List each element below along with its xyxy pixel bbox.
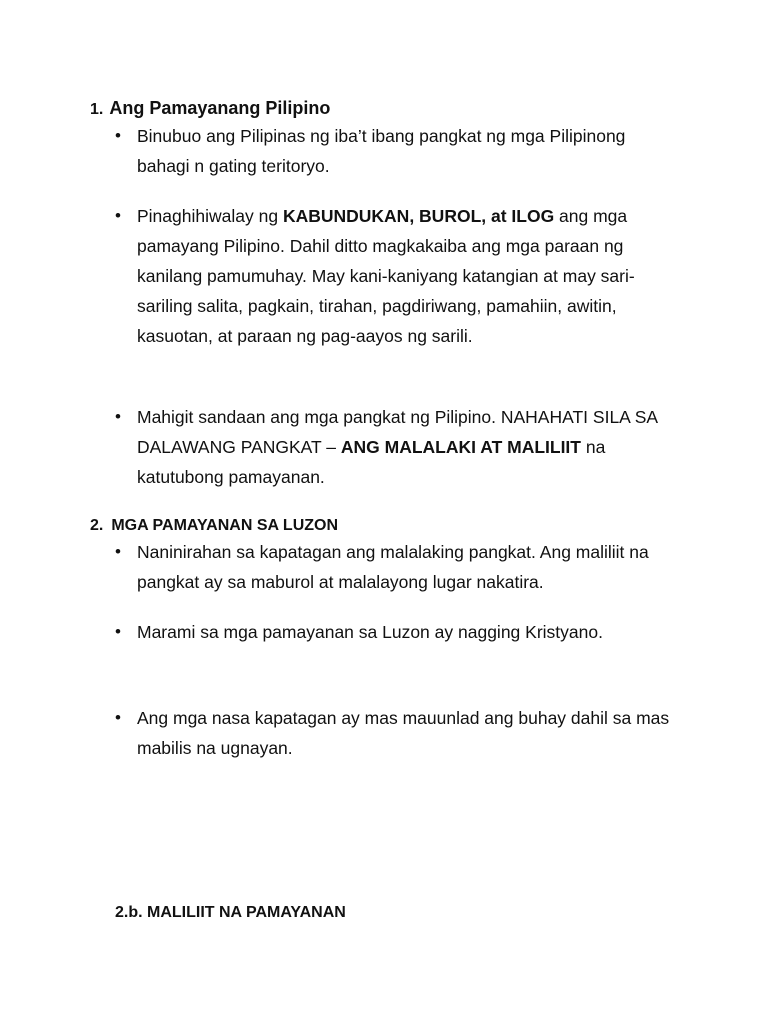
bullet-1-1 bbox=[115, 121, 675, 181]
bullet-2-2 bbox=[115, 617, 675, 647]
bullet-dot: • bbox=[115, 126, 121, 145]
bullet-1-2 bbox=[115, 201, 675, 351]
bullet-text-pre: Pinaghihiwalay ng bbox=[137, 206, 283, 226]
bullet-text-post: na katutubong pamayanan. bbox=[137, 437, 606, 487]
section-1-number: 1. bbox=[90, 101, 104, 118]
section-1-heading bbox=[90, 97, 330, 121]
bullet-text-bold: KABUNDUKAN, BUROL, at ILOG bbox=[282, 206, 555, 226]
section-2b-title: 2.b. MALILIIT NA PAMAYANAN bbox=[115, 904, 346, 921]
bullet-text-pre: Mahigit sandaan ang mga pangkat ng Pilipino. NAHAHATI SILA SA DALAWANG PANGKAT – bbox=[137, 407, 658, 457]
bullet-dot: • bbox=[115, 542, 121, 561]
section-1-title: Ang Pamayanang Pilipino bbox=[109, 98, 331, 118]
bullet-dot: • bbox=[115, 708, 121, 727]
section-2-title: MGA PAMAYANAN SA LUZON bbox=[111, 517, 339, 534]
section-2-number: 2. bbox=[90, 517, 104, 534]
bullet-2-1 bbox=[115, 537, 675, 597]
bullet-text: Marami sa mga pamayanan sa Luzon ay nagging Kristyano. bbox=[137, 622, 603, 642]
bullet-dot: • bbox=[115, 622, 121, 641]
section-2-heading bbox=[90, 515, 338, 537]
bullet-dot: • bbox=[115, 407, 121, 426]
section-2b-heading bbox=[115, 902, 346, 924]
bullet-text: Naninirahan sa kapatagan ang malalaking pangkat. Ang maliliit na pangkat ay sa maburol at malalayong lugar nakatira. bbox=[137, 542, 649, 592]
bullet-text-post: ang mga pamayang Pilipino. Dahil ditto magkakaiba ang mga paraan ng kanilang pamumuhay. May kani-kaniyang katangian at may sari-sariling salita, pagkain, tirahan, pagdiriwang, pamahiin, awitin, kasuotan, at paraan ng pag-aayos ng sarili. bbox=[137, 206, 635, 346]
bullet-1-3 bbox=[115, 402, 675, 492]
bullet-2-3 bbox=[115, 703, 675, 763]
bullet-text: Binubuo ang Pilipinas ng iba’t ibang pangkat ng mga Pilipinong bahagi n gating teritoryo. bbox=[137, 126, 626, 176]
bullet-dot: • bbox=[115, 206, 121, 225]
bullet-text: Ang mga nasa kapatagan ay mas mauunlad ang buhay dahil sa mas mabilis na ugnayan. bbox=[137, 708, 670, 758]
bullet-text-bold: ANG MALALAKI AT MALILIIT bbox=[340, 437, 581, 457]
